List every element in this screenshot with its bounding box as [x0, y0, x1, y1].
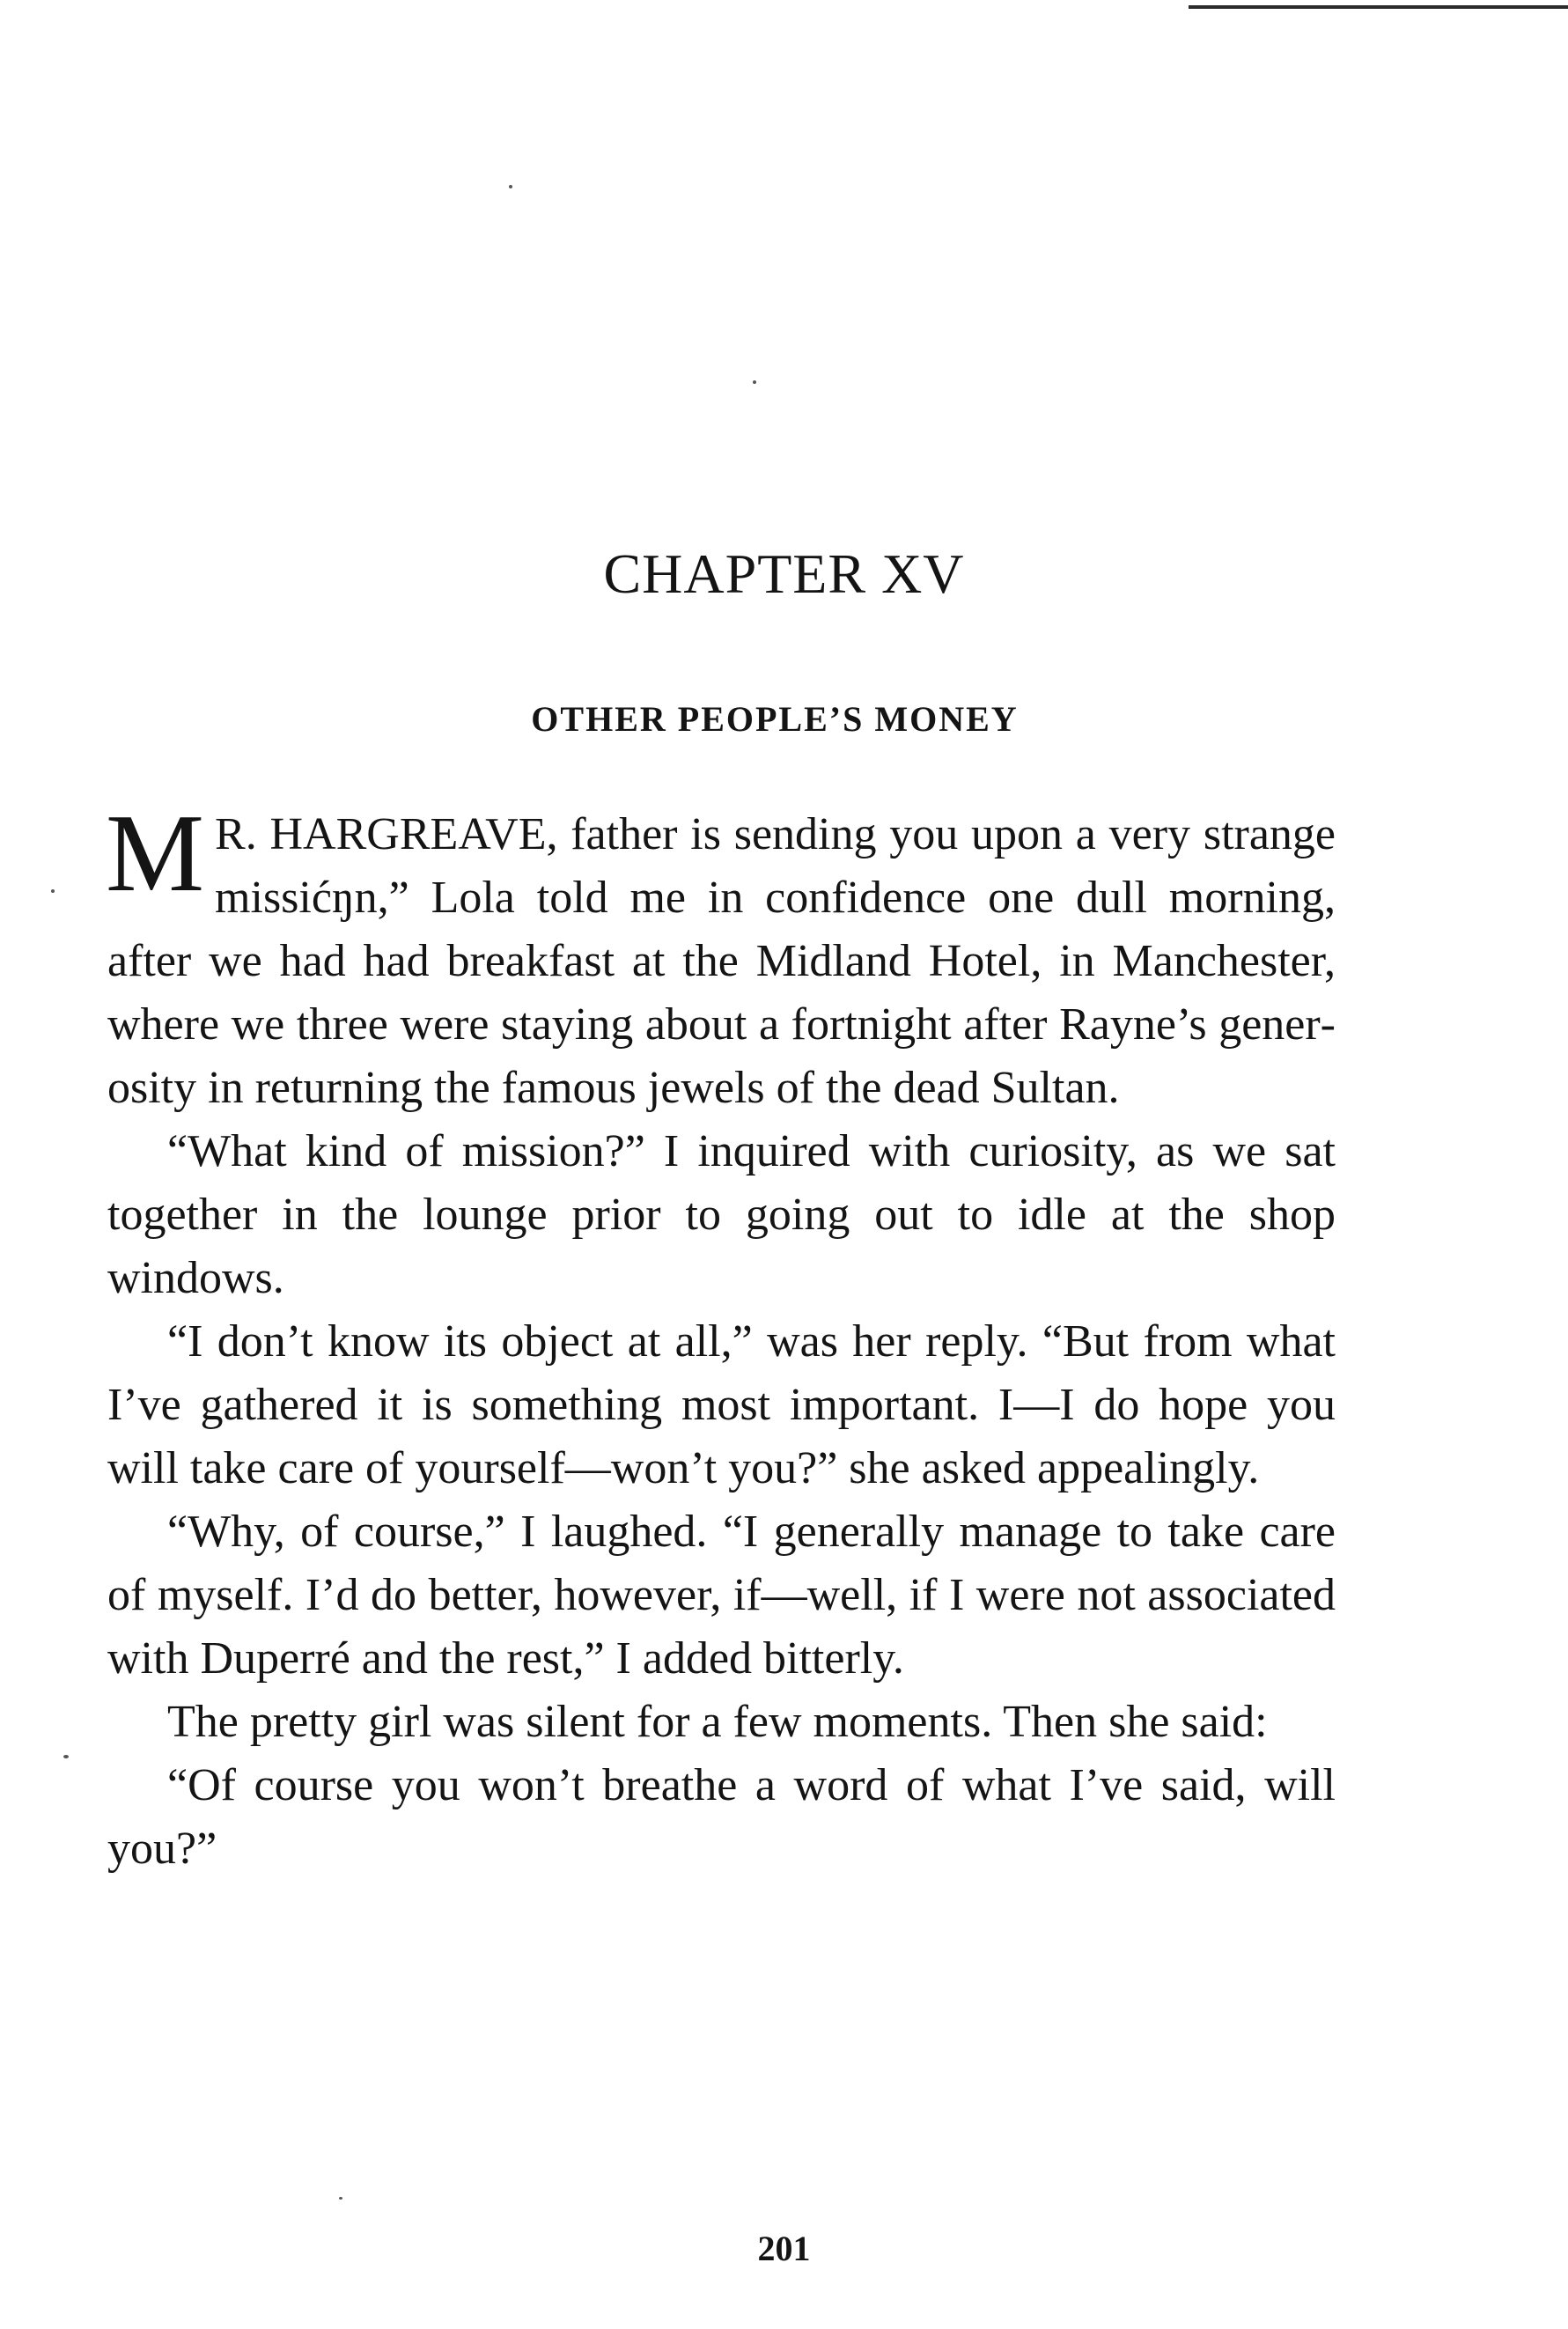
page-number: 201 — [757, 2229, 811, 2268]
body-text — [106, 792, 1336, 1881]
chapter-title: CHAPTER XV — [603, 542, 965, 605]
scan-speck — [509, 185, 512, 188]
paragraph: “I don’t know its object at all,” was her reply. “But from what I’ve gathered it is something most important. I—I do hope you will take care of yourself—won’t you?” she asked appealingly. — [107, 1316, 1336, 1493]
scan-speck — [339, 2197, 342, 2200]
scan-speck — [63, 1755, 69, 1758]
paragraph: The pretty girl was silent for a few moments. Then she said: — [167, 1697, 1268, 1747]
paragraph: “What kind of mission?” I inquired with curiosity, as we sat together in the lounge prior to going out to idle at the shop windows. — [107, 1126, 1336, 1303]
paragraph: “Of course you won’t breathe a word of what I’ve said, will you?” — [107, 1760, 1336, 1874]
paragraph — [106, 792, 1336, 1120]
scan-speck — [51, 889, 55, 893]
paragraph: “Why, of course,” I laughed. “I generally manage to take care of myself. I’d do better, however, if—well, if I were not associated with Duperré and the rest,” I added bitterly. — [107, 1507, 1336, 1684]
scan-speck — [753, 380, 756, 384]
paragraph-text: R. HARGREAVE, father is sending you upon a very strange missićŋn,” Lola told me in confidence one dull morning, after we had had breakfast at the Midland Hotel, in Manchester, where we three were staying about a fortnight after Rayne’s generosity in returning the famous jewels of the dead Sultan. — [107, 809, 1336, 1113]
drop-cap: M — [106, 792, 205, 915]
chapter-subtitle: OTHER PEOPLE’S MONEY — [531, 699, 1019, 739]
top-edge-rule — [1189, 5, 1568, 9]
